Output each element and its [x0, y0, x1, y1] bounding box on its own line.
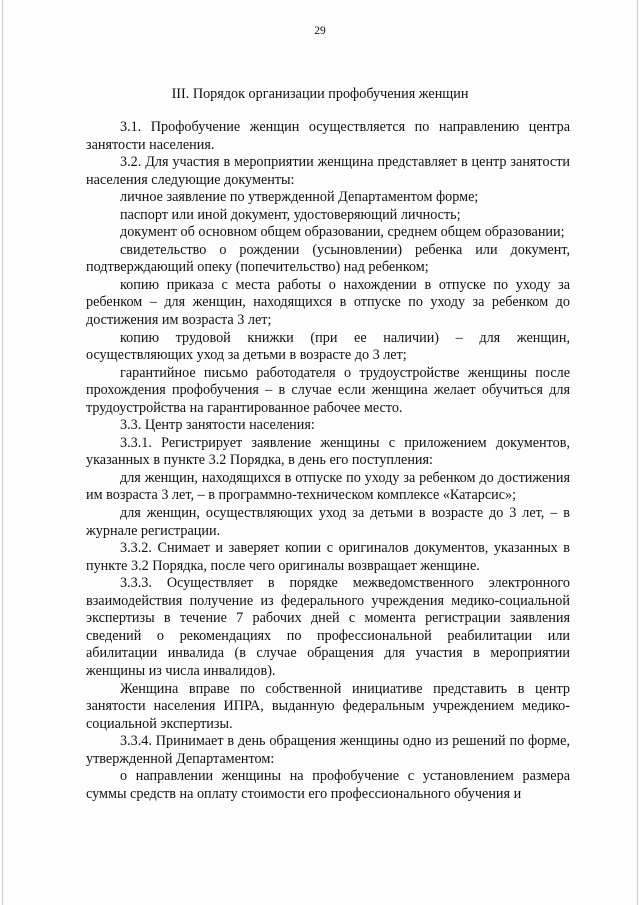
paragraph: 3.3.3. Осуществляет в порядке межведомственного электронного взаимодействия получение из федерального учреждения медико-социальной экспертизы в течение 7 рабочих дней с момента регистрации заявления сведений о рекомендациях по профессиональной реабилитации или абилитации инвалида (в случае обращения для участия в мероприятии женщины из числа инвалидов). — [86, 575, 570, 679]
paragraph: 3.3.1. Регистрирует заявление женщины с приложением документов, указанных в пункте 3.2 Порядка, в день его поступления: — [86, 434, 570, 469]
paragraph: свидетельство о рождении (усыновлении) ребенка или документ, подтверждающий опеку (попечительство) над ребенком; — [86, 241, 570, 276]
paragraph: для женщин, осуществляющих уход за детьми в возрасте до 3 лет, – в журнале регистрации. — [86, 505, 570, 539]
paragraph: паспорт или иной документ, удостоверяющий личность; — [120, 206, 461, 223]
paragraph: гарантийное письмо работодателя о трудоустройстве женщины после прохождения профобучения – в случае если женщина желает обучиться для трудоустройства на гарантированное рабочее место. — [86, 364, 570, 416]
paragraph: личное заявление по утвержденной Департаментом форме; — [120, 189, 479, 206]
paragraph: копию трудовой книжки (при ее наличии) – для женщин, осуществляющих уход за детьми в возрасте до 3 лет; — [86, 329, 570, 364]
paragraph: копию приказа с места работы о нахождении в отпуске по уходу за ребенком – для женщин, находящихся в отпуске по уходу за ребенком до достижения им возраста 3 лет; — [86, 276, 570, 329]
paragraph: для женщин, находящихся в отпуске по уходу за ребенком до достижения им возраста 3 лет, – в программно-техническом комплексе «Катарсис»; — [86, 469, 570, 504]
paragraph: 3.1. Профобучение женщин осуществляется по направлению центра занятости населения. — [86, 119, 570, 153]
scan-edge-left — [2, 0, 3, 905]
paragraph: 3.3.2. Снимает и заверяет копии с оригиналов документов, указанных в пункте 3.2 Порядка, после чего оригиналы возвращает женщине. — [86, 540, 570, 574]
paragraph: Женщина вправе по собственной инициативе представить в центр занятости населения ИПРА, выданную федеральным учреждением медико-социальной экспертизы. — [86, 680, 570, 732]
paragraph: о направлении женщины на профобучение с установлением размера суммы средств на оплату стоимости его профессионального обучения и — [86, 768, 570, 802]
paragraph: 3.3.4. Принимает в день обращения женщины одно из решений по форме, утвержденной Департаментом: — [86, 733, 570, 767]
scan-edge-right — [637, 0, 638, 905]
page-number: 29 — [314, 25, 326, 37]
paragraph: 3.2. Для участия в мероприятии женщина представляет в центр занятости населения следующие документы: — [86, 154, 570, 188]
section-title: III. Порядок организации профобучения женщин — [171, 86, 469, 102]
paragraph: 3.3. Центр занятости населения: — [120, 417, 315, 434]
document-body — [86, 119, 570, 803]
paragraph: документ об основном общем образовании, среднем общем образовании; — [120, 224, 565, 241]
